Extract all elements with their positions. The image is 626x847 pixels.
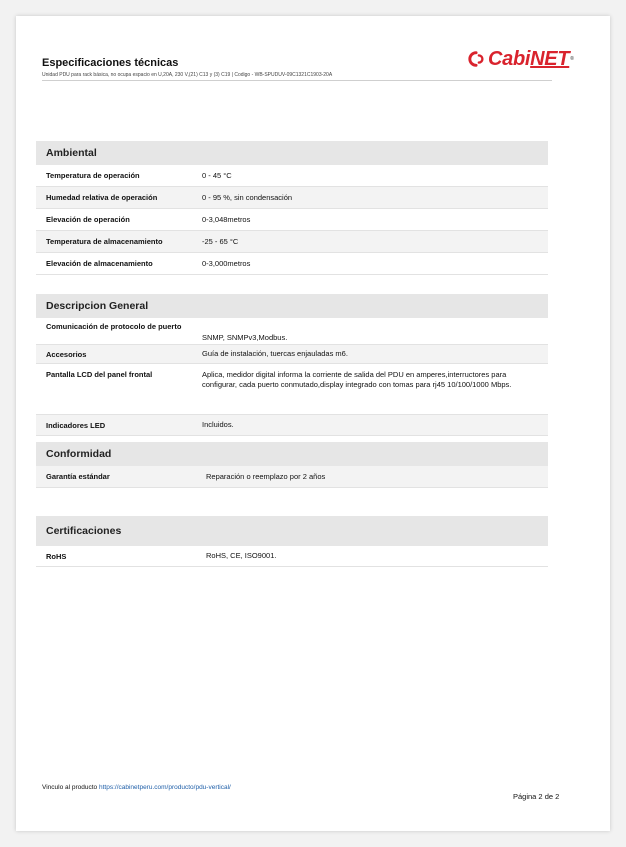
section-title: Certificaciones	[36, 516, 548, 546]
cabinet-logo	[468, 46, 574, 72]
table-row	[36, 364, 548, 415]
row-label: Accesorios	[46, 349, 87, 359]
section-title: Ambiental	[36, 141, 548, 165]
section-descripcion-general	[36, 294, 548, 436]
table-row	[36, 165, 548, 187]
row-value: RoHS, CE, ISO9001.	[206, 551, 277, 561]
table-row	[36, 318, 548, 345]
table-row	[36, 187, 548, 209]
page-number: Página 2 de 2	[513, 792, 560, 801]
row-value: Incluidos.	[202, 420, 234, 430]
row-value: Guía de instalación, tuercas enjauladas m6.	[202, 349, 348, 359]
cabinet-swirl-icon	[468, 50, 486, 68]
table-row	[36, 231, 548, 253]
row-label: Garantía estándar	[46, 472, 110, 481]
product-link-line	[42, 784, 231, 791]
product-link-label: Vinculo al producto	[42, 784, 98, 791]
table-row	[36, 415, 548, 436]
row-label: Indicadores LED	[46, 420, 106, 430]
section-conformidad	[36, 442, 548, 488]
logo-text-cabi: Cabi	[488, 47, 531, 70]
row-value: 0 - 95 %, sin condensación	[202, 192, 293, 202]
table-row	[36, 466, 548, 488]
product-link[interactable]: https://cabinetperu.com/producto/pdu-vertical/	[98, 784, 231, 791]
row-value: -25 - 65 °C	[202, 236, 239, 246]
row-label: Humedad relativa de operación	[46, 193, 158, 202]
row-label: Elevación de almacenamiento	[46, 259, 153, 268]
row-value: 0-3,000metros	[202, 258, 251, 268]
row-value: 0 - 45 °C	[202, 170, 232, 180]
logo-text-net: NET	[530, 47, 570, 70]
section-title: Conformidad	[36, 442, 548, 466]
section-ambiental	[36, 141, 548, 275]
row-value: SNMP, SNMPv3,Modbus.	[202, 333, 288, 342]
document-title: Especificaciones técnicas	[42, 57, 179, 69]
row-label: Elevación de operación	[46, 215, 130, 224]
table-row	[36, 209, 548, 231]
header-divider	[42, 80, 552, 81]
row-value: 0-3,048metros	[202, 214, 251, 224]
row-label: Temperatura de almacenamiento	[46, 237, 163, 246]
table-row	[36, 345, 548, 364]
table-row	[36, 546, 548, 567]
row-value: Reparación o reemplazo por 2 años	[206, 471, 326, 481]
row-label: Temperatura de operación	[46, 171, 140, 180]
row-value: Aplica, medidor digital informa la corriente de salida del PDU en amperes,interructores para configurar, cada puerto conmutado,display integrado con tomas para rj45 10/100/1000 Mbps.	[202, 370, 512, 389]
row-label: RoHS	[46, 551, 67, 561]
section-title: Descripcion General	[36, 294, 548, 318]
row-label: Comunicación de protocolo de puerto	[46, 322, 182, 331]
row-label: Pantalla LCD del panel frontal	[46, 370, 153, 379]
table-row	[36, 253, 548, 275]
document-subtitle: Unidad PDU para rack básica, no ocupa espacio en U,20A, 230 V,(21) C13 y (3) C19 | Codigo - WB-SPUDUV-09C1321C1903-20A	[42, 72, 333, 78]
section-certificaciones	[36, 516, 548, 567]
registered-mark: ®	[570, 56, 574, 62]
